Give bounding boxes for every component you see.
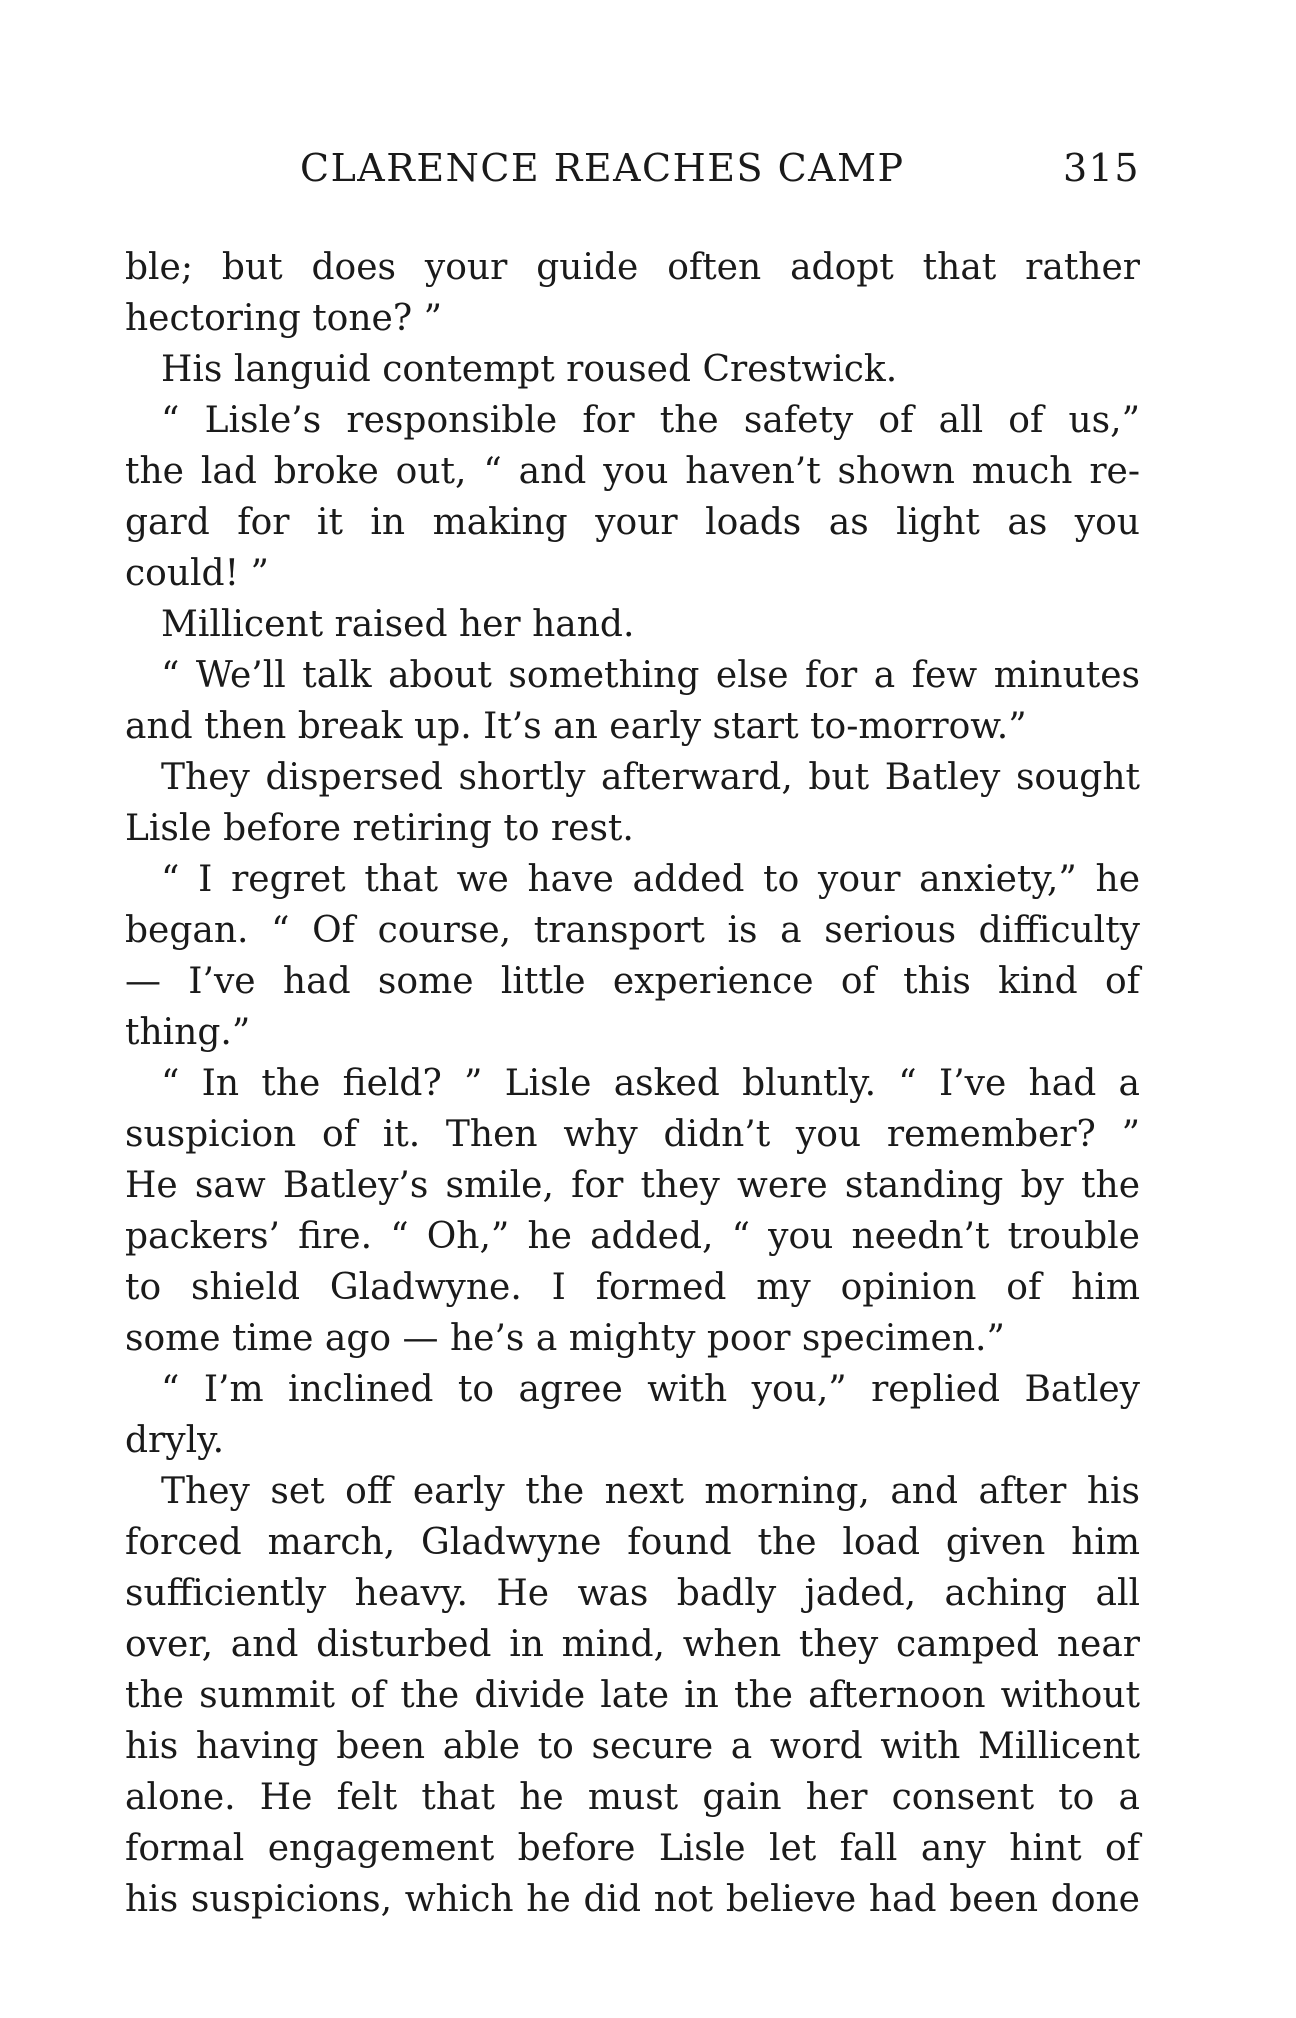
text-line: “ I regret that we have added to your anxiety,” he: [161, 859, 1140, 900]
text-line: could! ”: [125, 553, 269, 594]
text-line: sufficiently heavy. He was badly jaded, aching all: [125, 1573, 1140, 1614]
text-line: “ We’ll talk about something else for a few minutes: [161, 655, 1140, 696]
body-text: [125, 242, 1140, 1925]
text-line: some time ago — he’s a mighty poor specimen.”: [125, 1318, 1005, 1359]
text-line: dryly.: [125, 1420, 225, 1461]
text-line: forced march, Gladwyne found the load given him: [125, 1522, 1140, 1563]
text-line: over, and disturbed in mind, when they camped near: [125, 1624, 1140, 1665]
text-line: “ In the field? ” Lisle asked bluntly. “ I’ve had a: [161, 1063, 1140, 1104]
text-line: gard for it in making your loads as light as you: [125, 502, 1140, 543]
text-line: His languid contempt roused Crestwick.: [161, 349, 898, 390]
text-line: alone. He felt that he must gain her consent to a: [125, 1777, 1140, 1818]
text-line: They dispersed shortly afterward, but Batley sought: [161, 757, 1140, 798]
text-line: “ Lisle’s responsible for the safety of all of us,”: [161, 400, 1140, 441]
text-line: thing.”: [125, 1012, 251, 1053]
text-line: — I’ve had some little experience of this kind of: [125, 961, 1140, 1002]
text-line: Lisle before retiring to rest.: [125, 808, 634, 849]
text-line: ble; but does your guide often adopt that rather: [125, 247, 1140, 288]
text-line: formal engagement before Lisle let fall any hint of: [125, 1828, 1140, 1869]
text-line: and then break up. It’s an early start to-morrow.”: [125, 706, 1027, 747]
chapter-title: CLARENCE REACHES CAMP: [300, 146, 905, 190]
text-line: packers’ fire. “ Oh,” he added, “ you needn’t trouble: [125, 1216, 1140, 1257]
text-line: hectoring tone? ”: [125, 298, 442, 339]
text-line: “ I’m inclined to agree with you,” replied Batley: [161, 1369, 1140, 1410]
text-line: his suspicions, which he did not believe had been done: [125, 1879, 1140, 1920]
text-line: began. “ Of course, transport is a serious difficulty: [125, 910, 1140, 951]
text-line: to shield Gladwyne. I formed my opinion of him: [125, 1267, 1140, 1308]
text-line: suspicion of it. Then why didn’t you remember? ”: [125, 1114, 1140, 1155]
text-line: his having been able to secure a word with Millicent: [125, 1726, 1140, 1767]
text-line: Millicent raised her hand.: [161, 604, 635, 645]
text-line: the summit of the divide late in the afternoon without: [125, 1675, 1140, 1716]
text-line: the lad broke out, “ and you haven’t shown much re-: [125, 451, 1140, 492]
page-number: 315: [1062, 146, 1140, 190]
text-line: They set off early the next morning, and after his: [161, 1471, 1140, 1512]
running-head: [125, 146, 1140, 196]
text-line: He saw Batley’s smile, for they were standing by the: [125, 1165, 1140, 1206]
